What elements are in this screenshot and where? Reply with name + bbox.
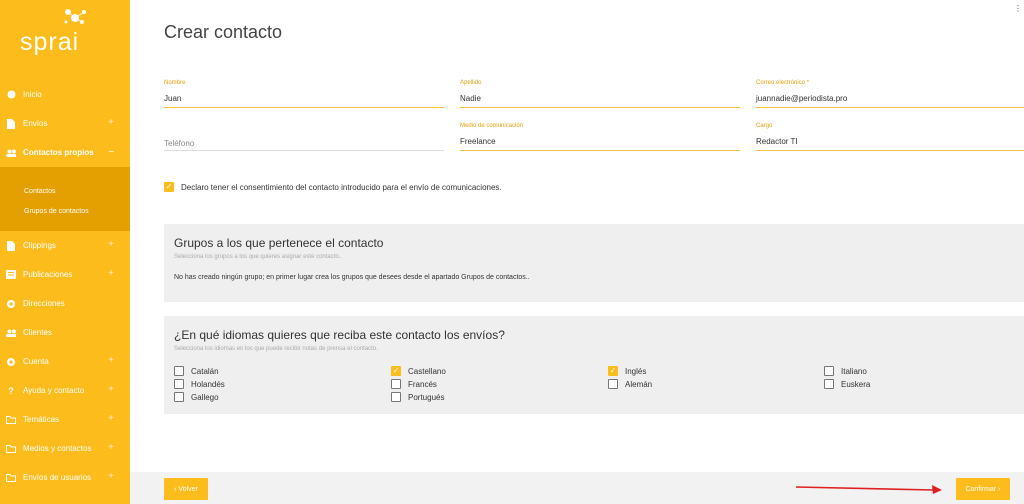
language-label: Inglés — [625, 366, 647, 376]
apellido-field[interactable] — [460, 80, 740, 108]
folder-icon — [6, 473, 16, 483]
sidebar-item-envios-usuarios[interactable] — [0, 463, 130, 492]
languages-panel — [164, 316, 1024, 414]
question-icon: ? — [8, 385, 14, 396]
cargo-field[interactable] — [756, 123, 1024, 151]
circle-icon — [6, 90, 16, 100]
sidebar-item-label: Medios y contactos — [23, 444, 92, 453]
sidebar-item-medios[interactable] — [0, 434, 130, 463]
language-label: Italiano — [841, 366, 867, 376]
language-label: Gallego — [191, 392, 219, 402]
groups-message: No has creado ningún grupo; en primer lugar crea los grupos que desees desde el apartado Grupos de contactos.. — [174, 274, 530, 281]
back-button[interactable]: ‹ Volver — [164, 478, 208, 500]
sidebar-item-label: Clippings — [23, 241, 56, 250]
sidebar-item-label: Ayuda y contacto — [23, 386, 85, 395]
consent-checkbox[interactable]: ✓ — [165, 182, 173, 191]
language-checkbox[interactable] — [391, 379, 401, 389]
language-checkbox[interactable]: ✓ — [392, 366, 400, 375]
logo-dots-icon — [60, 6, 106, 30]
sidebar-item-direcciones[interactable] — [0, 289, 130, 318]
telefono-field[interactable] — [164, 121, 444, 151]
sidebar-item-label: Temáticas — [23, 415, 60, 424]
red-arrow-annotation — [794, 482, 944, 496]
language-label: Holandés — [191, 379, 225, 389]
sidebar-item-label: Inicio — [23, 90, 42, 99]
languages-subtitle: Selecciona los idiomas en los que puede recibir notas de prensa el contacto. — [174, 346, 378, 352]
language-checkbox[interactable] — [174, 392, 184, 402]
expand-plus-icon[interactable]: + — [108, 239, 114, 250]
field-label: Apellido — [460, 80, 482, 86]
users-icon — [6, 328, 16, 338]
document-icon — [6, 241, 16, 251]
footer-bar — [130, 472, 1024, 504]
field-label: Medio de comunicación — [460, 123, 524, 129]
sidebar-nav — [0, 80, 130, 492]
expand-plus-icon[interactable]: + — [108, 355, 114, 366]
language-option-italiano[interactable] — [824, 366, 867, 376]
sidebar-item-label: Publicaciones — [23, 270, 73, 279]
language-label: Portugués — [408, 392, 445, 402]
language-option-frances[interactable] — [391, 379, 437, 389]
sidebar-item-label: Cuenta — [23, 357, 49, 366]
medio-input[interactable]: Freelance — [460, 133, 740, 151]
gear-icon — [6, 299, 16, 309]
expand-plus-icon[interactable]: + — [108, 117, 114, 128]
groups-panel — [164, 224, 1024, 302]
sprai-logo[interactable] — [20, 6, 110, 56]
language-label: Euskera — [841, 379, 871, 389]
expand-plus-icon[interactable]: + — [108, 442, 114, 453]
sidebar-item-tematicas[interactable] — [0, 405, 130, 434]
sidebar-item-ayuda[interactable] — [0, 376, 130, 405]
contactos-submenu — [0, 167, 130, 231]
medio-field[interactable] — [460, 123, 740, 151]
language-checkbox[interactable] — [391, 392, 401, 402]
language-option-holandes[interactable] — [174, 379, 225, 389]
language-option-ingles[interactable] — [608, 366, 646, 376]
languages-title: ¿En qué idiomas quieres que reciba este contacto los envíos? — [174, 328, 505, 342]
sidebar-item-contactos-propios[interactable] — [0, 138, 130, 167]
expand-plus-icon[interactable]: + — [108, 413, 114, 424]
sidebar-item-clientes[interactable] — [0, 318, 130, 347]
language-option-gallego[interactable] — [174, 392, 219, 402]
folder-icon — [6, 415, 16, 425]
field-label: Nombre — [164, 80, 186, 86]
field-label: Cargo — [756, 123, 773, 129]
sidebar-item-label: Envíos de usuarios — [23, 473, 92, 482]
language-label: Catalán — [191, 366, 219, 376]
sidebar-item-inicio[interactable] — [0, 80, 130, 109]
consent-label: Declaro tener el consentimiento del contacto introducido para el envío de comunicaciones. — [181, 182, 502, 192]
kebab-menu-icon[interactable]: ⋮ — [1014, 4, 1022, 13]
confirm-button[interactable]: Confirmar › — [956, 478, 1010, 500]
telefono-input[interactable]: Teléfono — [164, 121, 444, 151]
language-option-portugues[interactable] — [391, 392, 444, 402]
language-option-catalan[interactable] — [174, 366, 219, 376]
groups-title: Grupos a los que pertenece el contacto — [174, 236, 384, 250]
language-checkbox[interactable] — [824, 379, 834, 389]
language-checkbox[interactable] — [174, 366, 184, 376]
language-checkbox[interactable] — [174, 379, 184, 389]
language-option-castellano[interactable] — [391, 366, 446, 376]
folder-icon — [6, 444, 16, 454]
language-checkbox[interactable] — [824, 366, 834, 376]
sidebar-item-cuenta[interactable] — [0, 347, 130, 376]
users-icon — [6, 148, 16, 158]
nombre-input[interactable]: Juan — [164, 90, 444, 108]
cargo-input[interactable]: Redactor TI — [756, 133, 1024, 151]
correo-input[interactable]: juannadie@periodista.pro — [756, 90, 1024, 108]
submenu-item-contactos[interactable]: Contactos — [24, 187, 56, 195]
submenu-item-grupos[interactable]: Grupos de contactos — [24, 207, 89, 215]
expand-plus-icon[interactable]: + — [108, 268, 114, 279]
nombre-field[interactable] — [164, 80, 444, 108]
sidebar-item-label: Envíos — [23, 119, 48, 128]
sidebar-item-envios[interactable] — [0, 109, 130, 138]
apellido-input[interactable]: Nadie — [460, 90, 740, 108]
language-label: Castellano — [408, 366, 446, 376]
language-checkbox[interactable] — [608, 379, 618, 389]
language-label: Alemán — [625, 379, 653, 389]
document-icon — [6, 119, 16, 129]
collapse-minus-icon[interactable]: – — [108, 146, 114, 157]
language-label: Francés — [408, 379, 437, 389]
language-checkbox[interactable]: ✓ — [609, 366, 617, 375]
gear-icon — [6, 357, 16, 367]
expand-plus-icon[interactable]: + — [108, 384, 114, 395]
page-title: Crear contacto — [164, 22, 283, 42]
language-option-aleman[interactable] — [608, 379, 652, 389]
sidebar — [0, 0, 130, 504]
sidebar-item-label: Direcciones — [23, 299, 65, 308]
sidebar-item-label: Clientes — [23, 328, 52, 337]
language-option-euskera[interactable] — [824, 379, 870, 389]
expand-plus-icon[interactable]: + — [108, 471, 114, 482]
groups-subtitle: Selecciona los grupos a los que quieres asignar este contacto.. — [174, 254, 343, 260]
sidebar-item-publicaciones[interactable] — [0, 260, 130, 289]
main-content — [130, 0, 1024, 504]
newspaper-icon — [6, 270, 16, 280]
sidebar-item-label: Contactos propios — [23, 148, 94, 157]
brand-name: sprai — [20, 28, 80, 56]
field-label: Correo electrónico * — [756, 80, 810, 86]
sidebar-item-clippings[interactable] — [0, 231, 130, 260]
consent-row[interactable] — [164, 182, 502, 192]
correo-field[interactable] — [756, 80, 1024, 108]
